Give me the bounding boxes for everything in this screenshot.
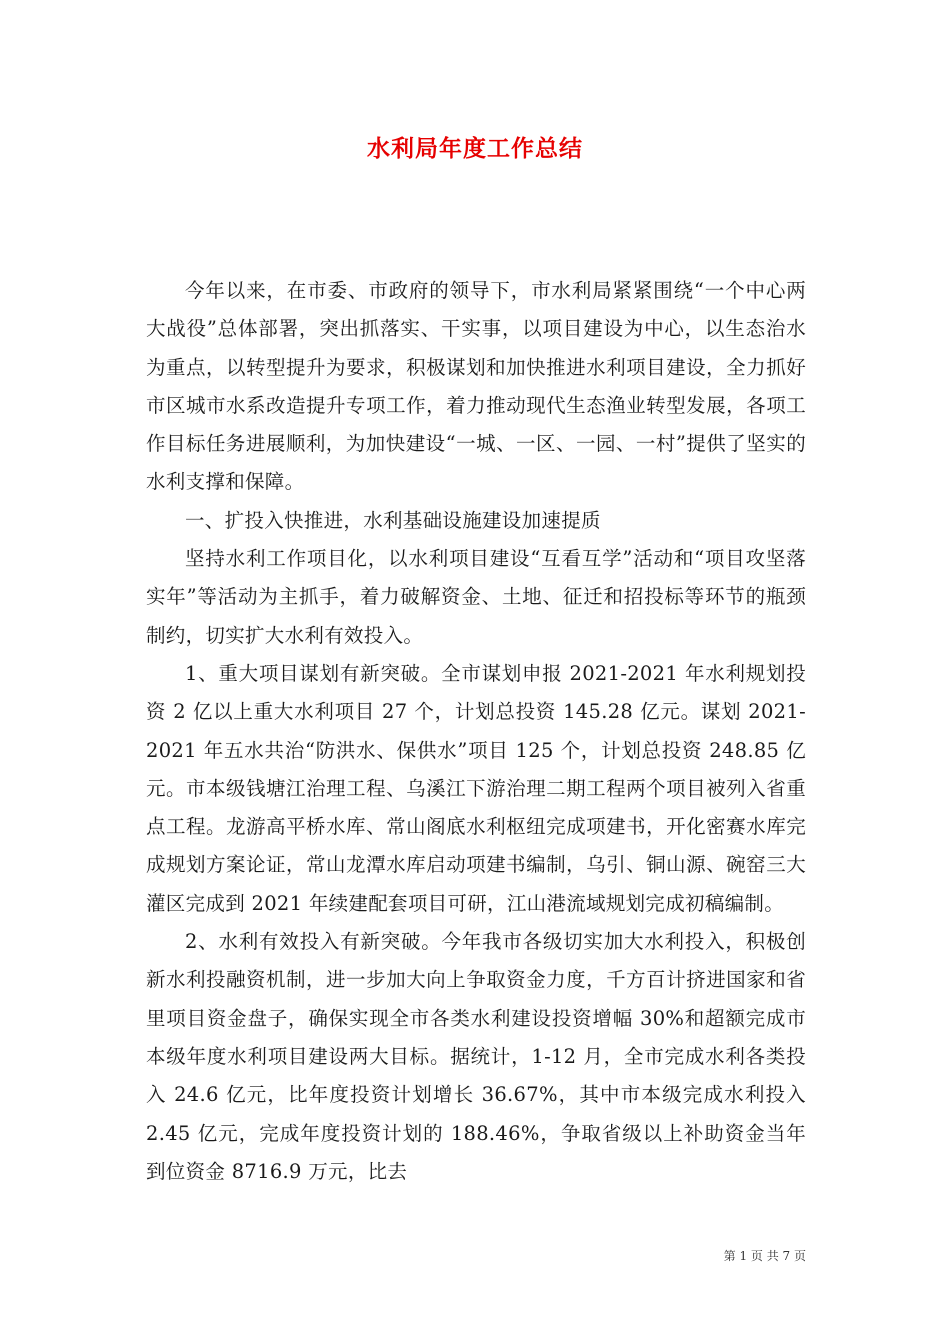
- paragraph-item-2: 2、水利有效投入有新突破。今年我市各级切实加大水利投入，积极创新水利投融资机制，进一步加大向上争取资金力度，千方百计挤进国家和省里项目资金盘子，确保实现全市各类水利建设投资增幅 30%和超额完成市本级年度水利项目建设两大目标。据统计，1-12 月，全市完成水利各类投入 24.6 亿元，比年度投资计划增长 36.67%，其中市本级完成水利投入 2.45 亿元，完成年度投资计划的 188.46%，争取省级以上补助资金当年到位资金 8716.9 万元，比去: [146, 930, 806, 1183]
- page-number: 第 1 页 共 7 页: [723, 1249, 806, 1263]
- paragraph-item-1: 1、重大项目谋划有新突破。全市谋划申报 2021-2021 年水利规划投资 2 亿以上重大水利项目 27 个，计划总投资 145.28 亿元。谋划 2021-2021 年五水共治“防洪水、保供水”项目 125 个，计划总投资 248.85 亿元。市本级钱塘江治理工程、乌溪江下游治理二期工程两个项目被列入省重点工程。龙游高平桥水库、常山阁底水利枢纽完成项建书，开化密赛水库完成规划方案论证，常山龙潭水库启动项建书编制，乌引、铜山源、碗窑三大灌区完成到 2021 年续建配套项目可研，江山港流域规划完成初稿编制。: [146, 661, 806, 915]
- document-title: 水利局年度工作总结: [367, 135, 583, 162]
- paragraph-intro: 今年以来，在市委、市政府的领导下，市水利局紧紧围绕“一个中心两大战役”总体部署，突出抓落实、干实事，以项目建设为中心，以生态治水为重点，以转型提升为要求，积极谋划和加快推进水利项目建设，全力抓好市区城市水系改造提升专项工作，着力推动现代生态渔业转型发展，各项工作目标任务进展顺利，为加快建设“一城、一区、一园、一村”提供了坚实的水利支撑和保障。: [146, 279, 806, 494]
- paragraph-section-1-summary: 坚持水利工作项目化，以水利项目建设“互看互学”活动和“项目攻坚落实年”等活动为主抓手，着力破解资金、土地、征迁和招投标等环节的瓶颈制约，切实扩大水利有效投入。: [146, 547, 806, 647]
- document-body: [146, 272, 806, 1191]
- section-heading-1: 一、扩投入快推进，水利基础设施建设加速提质: [185, 508, 601, 532]
